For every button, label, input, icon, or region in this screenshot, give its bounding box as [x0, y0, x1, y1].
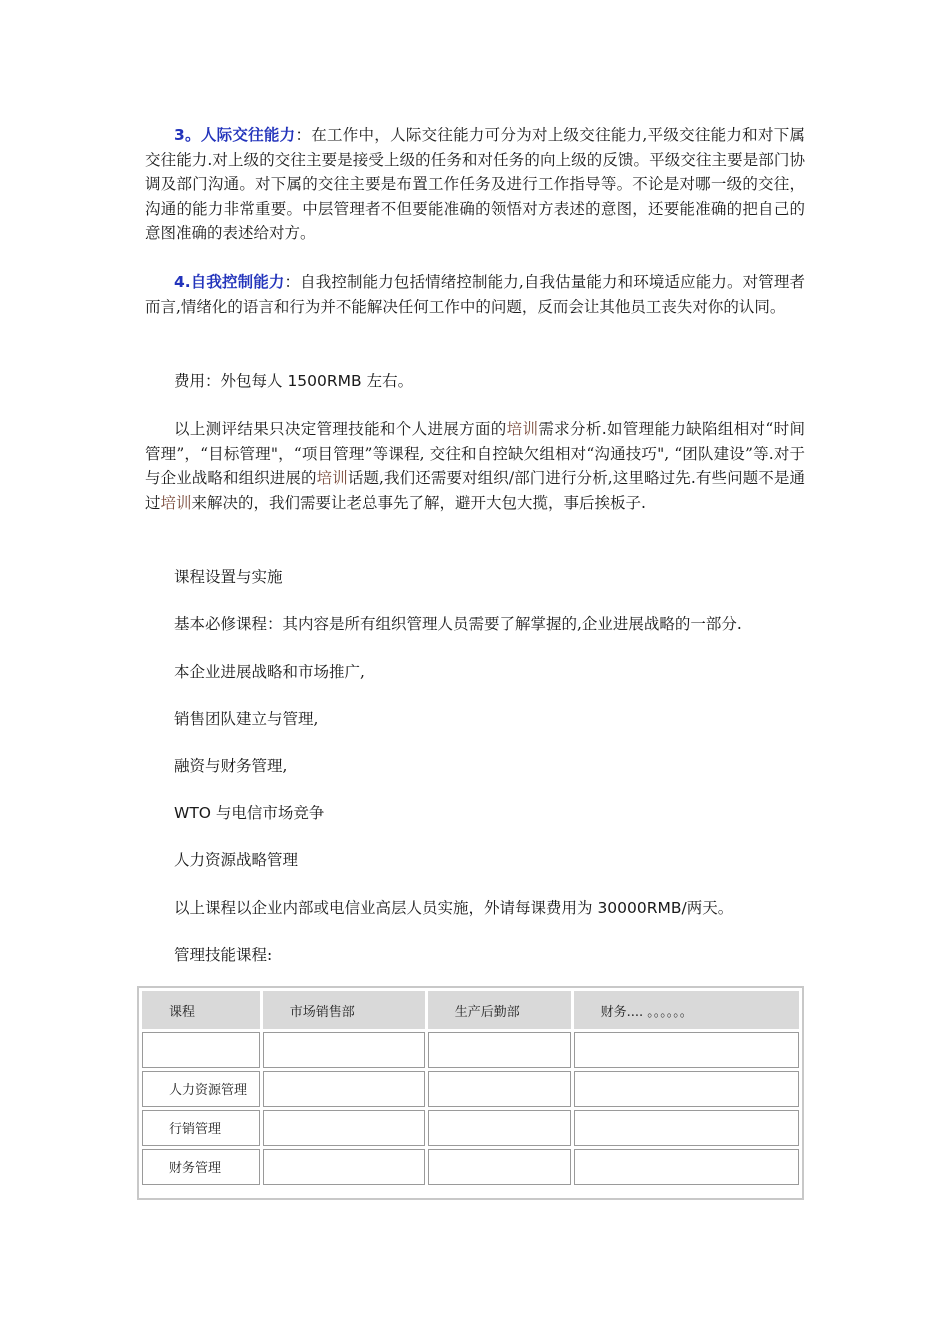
- paragraph-basic-courses: 基本必修课程：其内容是所有组织管理人员需要了解掌握的,企业进展战略的一部分.: [174, 615, 742, 633]
- table-row: [142, 1110, 799, 1146]
- table-cell: [574, 1071, 799, 1107]
- header-cell-finance: 财务.... 。。。。。。: [574, 991, 799, 1029]
- table-cell: 人力资源管理: [142, 1071, 260, 1107]
- cost-prefix: 费用：外包每人: [174, 372, 288, 390]
- paragraph-assessment-results: [145, 417, 805, 515]
- paragraph-body: ：自我控制能力包括情绪控制能力,自我估量能力和环境适应能力。对管理者而言,情绪化的语言和行为并不能解决任何工作中的问题，反而会让其他员工丧失对你的认同。: [145, 273, 805, 316]
- paragraph-course-fee: [145, 896, 805, 921]
- table-cell: [574, 1149, 799, 1185]
- header-cell-course: 课程: [142, 991, 260, 1029]
- table-row: [142, 1149, 799, 1185]
- table-cell: [428, 1032, 571, 1068]
- table-cell: [263, 1071, 425, 1107]
- course-grid: [139, 988, 802, 1188]
- paragraph-self-control-ability: [145, 270, 805, 319]
- text-segment: 话题,我们还需要对组织/部门进行分析,这里略过先.有些问题不是通过: [145, 469, 805, 512]
- section-heading-4: 4.自我控制能力: [174, 273, 285, 291]
- table-cell: [574, 1110, 799, 1146]
- training-link[interactable]: 培训: [506, 420, 539, 438]
- paragraph-course-setup: 课程设置与实施: [174, 568, 283, 586]
- training-link[interactable]: 培训: [316, 469, 348, 487]
- course-item-finance: 融资与财务管理,: [174, 757, 288, 775]
- table-row: [142, 1032, 799, 1068]
- paragraph-body: ：在工作中，人际交往能力可分为对上级交往能力,平级交往能力和对下属交往能力.对上级的交往主要是接受上级的任务和对任务的向上级的反馈。平级交往主要是部门协调及部门沟通。对下属的交往主要是布置工作任务及进行工作指导等。不论是对哪一级的交往，沟通的能力非常重要。中层管理者不但要能准确的领悟对方表述的意图，还要能准确的把自己的意图准确的表述给对方。: [145, 126, 805, 242]
- table-cell: 行销管理: [142, 1110, 260, 1146]
- table-cell: [263, 1032, 425, 1068]
- table-row: [142, 1071, 799, 1107]
- table-cell: [142, 1032, 260, 1068]
- wto-text: WTO: [174, 804, 211, 822]
- paragraph-management-skills: 管理技能课程:: [174, 946, 273, 964]
- fee-prefix: 以上课程以企业内部或电信业高层人员实施，外请每课费用为: [174, 899, 598, 917]
- paragraph-cost: [145, 369, 805, 394]
- table-cell: [574, 1032, 799, 1068]
- table-cell: 财务管理: [142, 1149, 260, 1185]
- course-item-wto: [145, 801, 805, 826]
- training-link[interactable]: 培训: [160, 493, 192, 512]
- header-cell-logistics: 生产后勤部: [428, 991, 571, 1029]
- cost-suffix: 左右。: [361, 372, 414, 390]
- cost-amount: 1500RMB: [287, 372, 362, 390]
- text-segment: 以上测评结果只决定管理技能和个人进展方面的: [174, 420, 507, 438]
- table-cell: [263, 1110, 425, 1146]
- fee-suffix: 两天。: [686, 899, 734, 917]
- table-cell: [428, 1149, 571, 1185]
- course-item-strategy: 本企业进展战略和市场推广,: [174, 663, 365, 681]
- table-cell: [428, 1071, 571, 1107]
- paragraph-interpersonal-ability: [145, 123, 805, 246]
- course-item-hr: 人力资源战略管理: [174, 851, 299, 869]
- text-segment: 来解决的，我们需要让老总事先了解，避开大包大揽，事后挨板子.: [191, 493, 646, 512]
- fee-amount: 30000RMB/: [597, 899, 687, 917]
- course-item-sales-team: 销售团队建立与管理,: [174, 710, 319, 728]
- table-cell: [263, 1149, 425, 1185]
- text-segment: 需求分析.如管理能力缺陷组相对“时间管理”，“目标管理"，“项目管理”等课程, 交往和自控缺欠组相对“沟通技巧", “团队建设”等.对于与企业战略和组织进展的: [145, 420, 805, 487]
- course-item-text: 与电信市场竞争: [211, 804, 325, 822]
- table-header-row: [142, 991, 799, 1029]
- course-table: [137, 986, 804, 1200]
- header-cell-sales: 市场销售部: [263, 991, 425, 1029]
- section-heading-3: 3。人际交往能力: [174, 126, 296, 144]
- table-cell: [428, 1110, 571, 1146]
